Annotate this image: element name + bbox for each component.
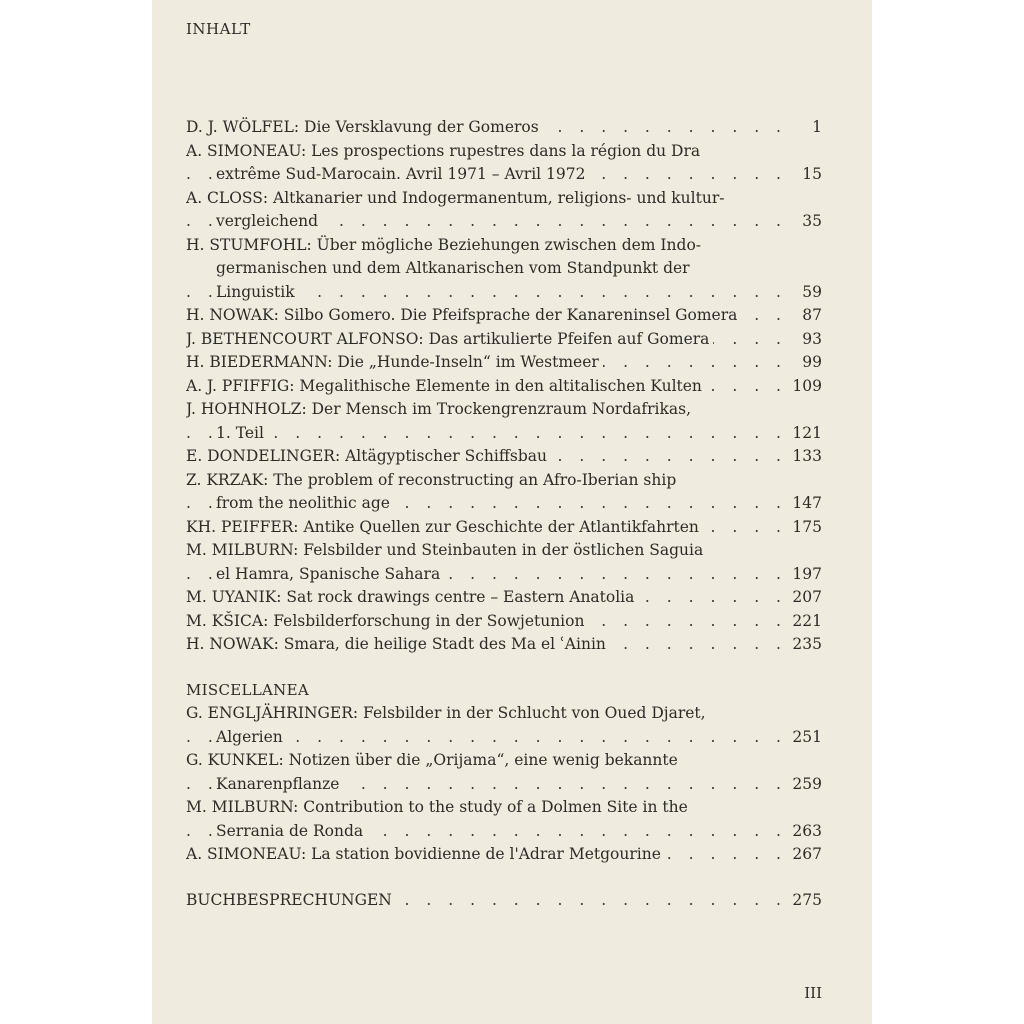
toc-entry xyxy=(186,796,822,843)
toc-entry-text: H. BIEDERMANN: Die „Hunde-Inseln“ im Westmeer xyxy=(186,353,603,371)
toc-entry-line xyxy=(186,445,822,469)
miscellanea-heading: MISCELLANEA xyxy=(186,680,309,699)
toc-entry-continuation xyxy=(186,210,822,234)
toc-entry-text: A. SIMONEAU: La station bovidienne de l'Adrar Metgourine xyxy=(186,845,665,863)
toc-entry-text: Linguistik xyxy=(216,283,299,301)
toc-entry-page: 147 xyxy=(782,492,822,516)
toc-entry xyxy=(186,469,822,516)
toc-entry-line xyxy=(186,539,822,563)
toc-entry-line xyxy=(186,749,822,773)
toc-entry-page: 263 xyxy=(782,820,822,844)
toc-entry-page: 15 xyxy=(782,163,822,187)
toc-entry-text: M. KŠICA: Felsbilderforschung in der Sowjetunion xyxy=(186,612,588,630)
toc-entry-line xyxy=(186,796,822,820)
toc-entry-text: BUCHBESPRECHUNGEN xyxy=(186,891,396,909)
toc-entry xyxy=(186,610,822,634)
toc-entry-text: M. MILBURN: Felsbilder und Steinbauten in der östlichen Saguia xyxy=(186,541,707,559)
toc-entry-page: 109 xyxy=(782,375,822,399)
toc-entry xyxy=(186,516,822,540)
toc-entry-continuation xyxy=(186,422,822,446)
toc-entry-page: 99 xyxy=(782,351,822,375)
toc-entry xyxy=(186,351,822,375)
toc-entry-line xyxy=(186,187,822,211)
toc-entry-line xyxy=(186,116,822,140)
dot-leader xyxy=(186,422,782,446)
toc-entry-line xyxy=(186,633,822,657)
toc-entry-page: 1 xyxy=(782,116,822,140)
toc-entry xyxy=(186,328,822,352)
toc-entry-text: A. SIMONEAU: Les prospections rupestres dans la région du Dra xyxy=(186,142,704,160)
toc-entry-continuation xyxy=(186,773,822,797)
toc-entry-text: E. DONDELINGER: Altägyptischer Schiffsbau xyxy=(186,447,551,465)
toc-entry-text: extrême Sud-Marocain. Avril 1971 – Avril 1972 xyxy=(216,165,590,183)
toc-entry-page: 275 xyxy=(782,889,822,913)
toc-entry xyxy=(186,702,822,749)
table-of-contents xyxy=(186,116,822,912)
toc-entry-page: 175 xyxy=(782,516,822,540)
toc-entry-text: KH. PEIFFER: Antike Quellen zur Geschichte der Atlantikfahrten xyxy=(186,518,703,536)
toc-entry-text: vergleichend xyxy=(216,212,322,230)
toc-entry-page: 133 xyxy=(782,445,822,469)
toc-entry xyxy=(186,234,822,305)
toc-entry xyxy=(186,398,822,445)
toc-entry-page: 251 xyxy=(782,726,822,750)
toc-entry xyxy=(186,140,822,187)
toc-entry-line xyxy=(186,304,822,328)
toc-entry-continuation xyxy=(186,281,822,305)
toc-entry-page: 93 xyxy=(782,328,822,352)
toc-entry-continuation xyxy=(186,820,822,844)
toc-entry-text: Algerien xyxy=(216,728,287,746)
toc-entry-page: 87 xyxy=(782,304,822,328)
toc-entry-text: G. ENGLJÄHRINGER: Felsbilder in der Schlucht von Oued Djaret, xyxy=(186,704,710,722)
toc-entry-line xyxy=(186,328,822,352)
toc-entry-line xyxy=(186,843,822,867)
toc-entry-text: H. STUMFOHL: Über mögliche Beziehungen zwischen dem Indo- xyxy=(186,236,705,254)
toc-entry-page: 59 xyxy=(782,281,822,305)
toc-entry-line xyxy=(186,889,822,913)
toc-entry-text: Z. KRZAK: The problem of reconstructing an Afro-Iberian ship xyxy=(186,471,680,489)
toc-entry-line xyxy=(186,586,822,610)
toc-entry xyxy=(186,304,822,328)
toc-entry-line xyxy=(186,398,822,422)
toc-entry-line xyxy=(186,351,822,375)
toc-entry-page: 207 xyxy=(782,586,822,610)
toc-entry xyxy=(186,539,822,586)
toc-entry-text: H. NOWAK: Silbo Gomero. Die Pfeifsprache der Kanareninsel Gomera xyxy=(186,306,741,324)
book-reviews-entry xyxy=(186,889,822,913)
toc-entry xyxy=(186,586,822,610)
toc-entry xyxy=(186,375,822,399)
toc-entry-text: el Hamra, Spanische Sahara xyxy=(216,565,444,583)
toc-entry-line xyxy=(186,702,822,726)
toc-entry-page: 235 xyxy=(782,633,822,657)
toc-entry-text: J. HOHNHOLZ: Der Mensch im Trockengrenzraum Nordafrikas, xyxy=(186,400,695,418)
book-page xyxy=(152,0,872,1024)
toc-entry-line xyxy=(186,610,822,634)
toc-entry xyxy=(186,445,822,469)
toc-entry-text: G. KUNKEL: Notizen über die „Orijama“, eine wenig bekannte xyxy=(186,751,682,769)
toc-entry-page: 197 xyxy=(782,563,822,587)
toc-entry-line xyxy=(186,516,822,540)
toc-entry-page: 221 xyxy=(782,610,822,634)
toc-entry-continuation xyxy=(186,563,822,587)
toc-entry-text: J. BETHENCOURT ALFONSO: Das artikulierte Pfeifen auf Gomera xyxy=(186,330,713,348)
toc-entry-continuation xyxy=(186,492,822,516)
toc-entry-page: 267 xyxy=(782,843,822,867)
toc-entry-text: A. CLOSS: Altkanarier und Indogermanentum, religions- und kultur- xyxy=(186,189,728,207)
toc-entry-text: M. MILBURN: Contribution to the study of a Dolmen Site in the xyxy=(186,798,692,816)
toc-entry-text: M. UYANIK: Sat rock drawings centre – Eastern Anatolia xyxy=(186,588,638,606)
toc-entry xyxy=(186,749,822,796)
toc-entry-continuation xyxy=(186,257,822,281)
toc-entry-page: 259 xyxy=(782,773,822,797)
page-heading: INHALT xyxy=(186,20,251,38)
page-number: III xyxy=(804,984,822,1002)
toc-entry-continuation xyxy=(186,726,822,750)
toc-entry-text: A. J. PFIFFIG: Megalithische Elemente in den altitalischen Kulten xyxy=(186,377,706,395)
toc-entry-text: Kanarenpflanze xyxy=(216,775,343,793)
toc-entry-continuation xyxy=(186,163,822,187)
toc-entry-page: 35 xyxy=(782,210,822,234)
toc-entry-page: 121 xyxy=(782,422,822,446)
toc-entry xyxy=(186,116,822,140)
toc-entry-text: germanischen und dem Altkanarischen vom Standpunkt der xyxy=(216,259,694,277)
toc-entry-line xyxy=(186,469,822,493)
toc-entry-line xyxy=(186,234,822,258)
toc-entry xyxy=(186,633,822,657)
toc-entry-text: D. J. WÖLFEL: Die Versklavung der Gomeros xyxy=(186,118,543,136)
toc-entry xyxy=(186,187,822,234)
toc-entry xyxy=(186,843,822,867)
toc-entry-line xyxy=(186,375,822,399)
toc-entry-line xyxy=(186,140,822,164)
toc-entry-text: from the neolithic age xyxy=(216,494,394,512)
toc-entry-text: H. NOWAK: Smara, die heilige Stadt des Ma el ʿAinin xyxy=(186,635,610,653)
toc-entry-text: 1. Teil xyxy=(216,424,268,442)
toc-entry-text: Serrania de Ronda xyxy=(216,822,367,840)
